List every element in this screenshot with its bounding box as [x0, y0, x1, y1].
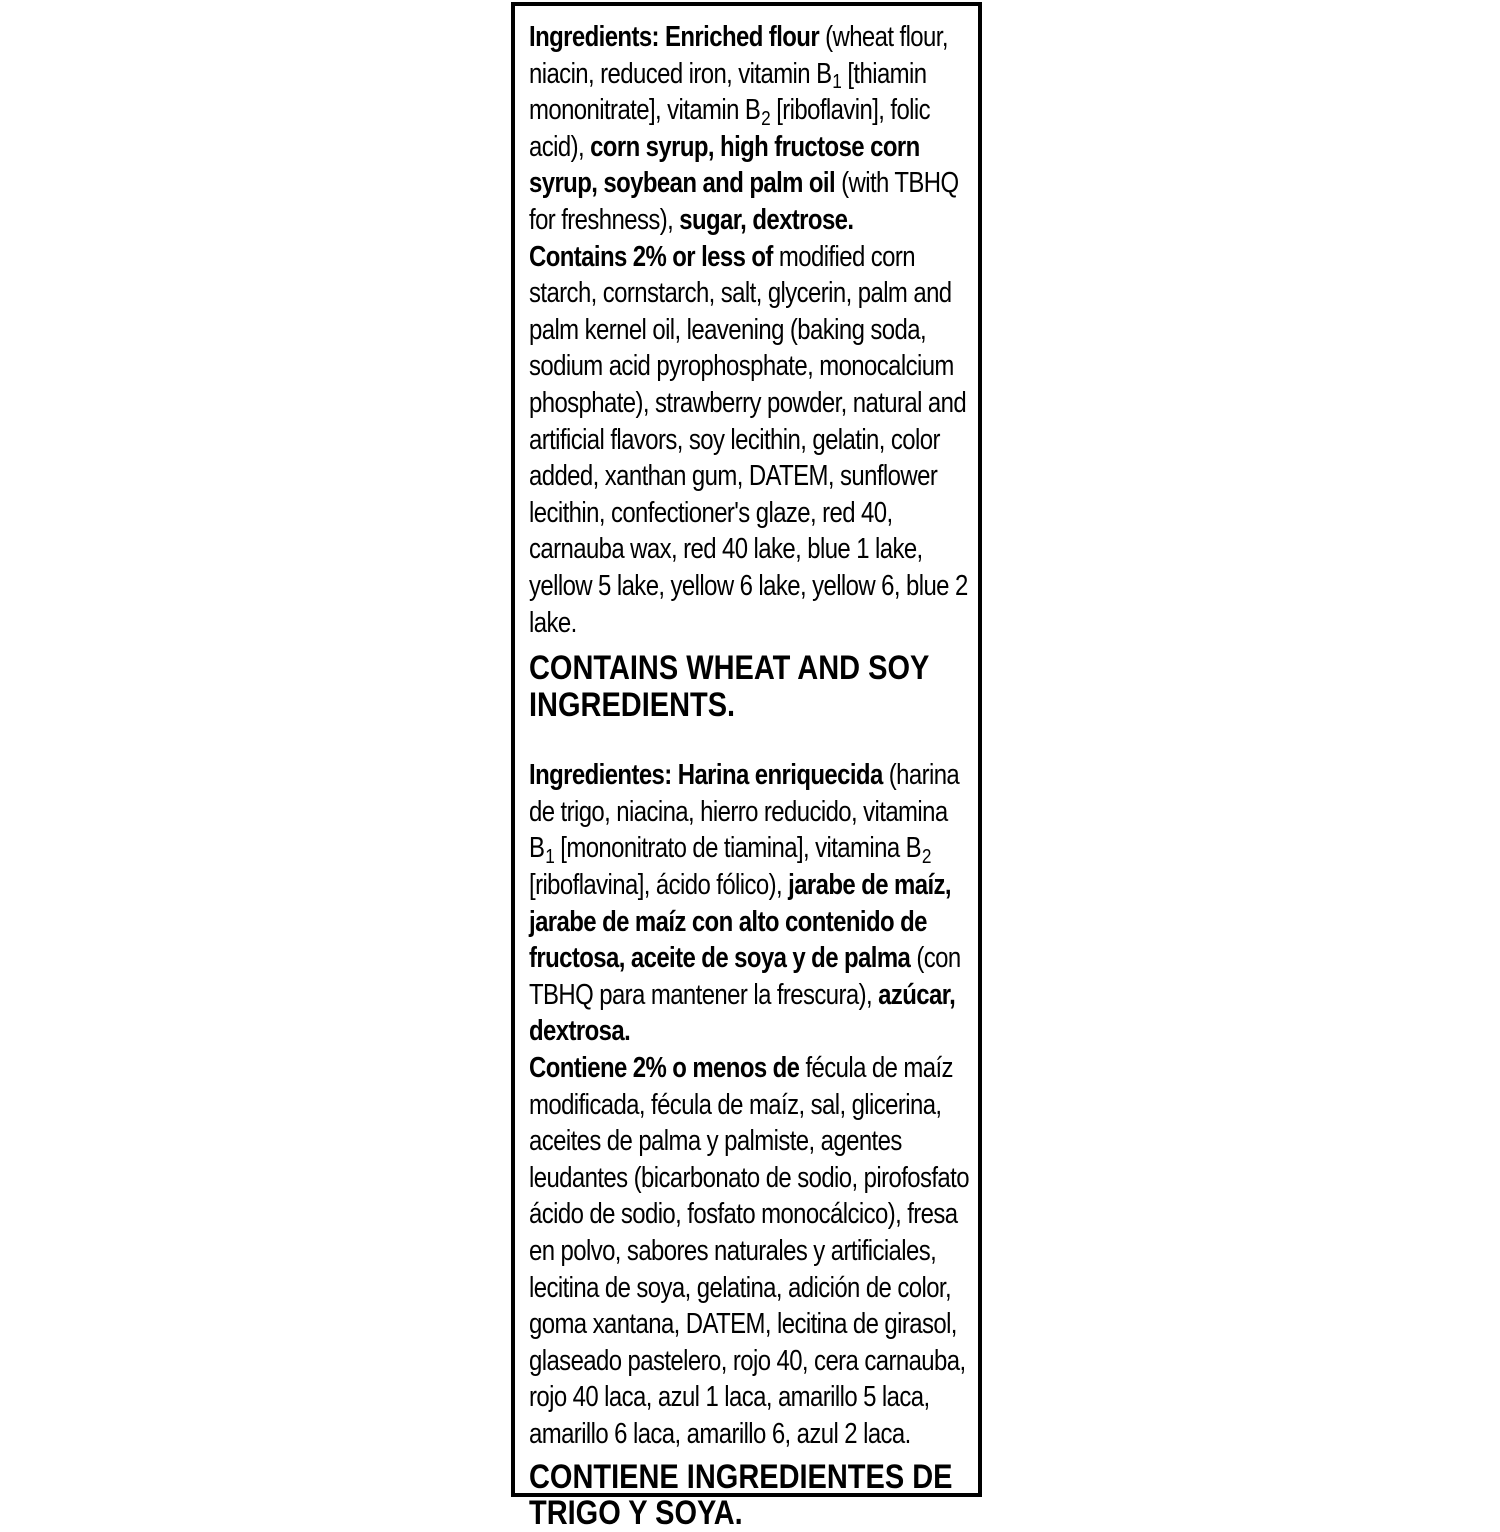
- english-contains-list: modified corn starch, cornstarch, salt, glycerin, palm and palm kernel oil, leavening (baking soda, sodium acid pyrophosphate, monocalcium phosphate), strawberry powder, natural and artificial flavors, soy lecithin, gelatin, color added, xanthan gum, DATEM, sunflower lecithin, confectioner's glaze, red 40, carnauba wax, red 40 lake, blue 1 lake, yellow 5 lake, yellow 6 lake, yellow 6, blue 2 lake.: [529, 240, 968, 639]
- spanish-contains-heading: Contiene 2% o menos de: [529, 1052, 800, 1085]
- english-flour-details-1: (wheat flour, niacin, reduced iron, vitamin B: [529, 21, 948, 90]
- spanish-flour-details-3: [riboflavina], ácido fólico),: [529, 869, 789, 902]
- spanish-flour-details-1: (harina de trigo, niacina, hierro reducido, vitamina B: [529, 759, 960, 865]
- english-contains-heading: Contains 2% or less of: [529, 240, 773, 273]
- spanish-ingredients-paragraph: [529, 757, 974, 1050]
- ingredients-text-column: [529, 19, 974, 1532]
- english-tbhq-note: (with TBHQ for freshness),: [529, 167, 959, 236]
- english-contains-paragraph: [529, 239, 974, 642]
- english-vitamin-b1-subscript: 1: [832, 70, 842, 94]
- ingredients-label-panel: [511, 2, 982, 1532]
- english-flour-details-3: [riboflavin], folic acid),: [529, 94, 931, 163]
- spanish-enriched-flour: Harina enriquecida: [677, 759, 883, 792]
- english-sugars: sugar, dextrose.: [679, 203, 854, 236]
- spanish-flour-details-2: [mononitrato de tiamina], vitamina B: [554, 832, 922, 865]
- spanish-contains-paragraph: [529, 1050, 974, 1453]
- spanish-sugars: azúcar, dextrosa.: [529, 978, 956, 1048]
- spanish-syrups-and-oils: jarabe de maíz, jarabe de maíz con alto contenido de fructosa, aceite de soya y de palma: [529, 869, 951, 975]
- english-ingredients-paragraph: [529, 19, 974, 239]
- spanish-vitamin-b2-subscript: 2: [921, 845, 931, 869]
- english-ingredients-heading: Ingredients:: [529, 21, 659, 53]
- spanish-allergen-statement: CONTIENE INGREDIENTES DE TRIGO Y SOYA.: [529, 1457, 953, 1532]
- spanish-contains-list: fécula de maíz modificada, fécula de maíz, sal, glicerina, aceites de palma y palmiste, agentes leudantes (bicarbonato de sodio, pirofosfato ácido de sodio, fosfato monocálcico), fresa en polvo, sabores naturales y artificiales, lecitina de soya, gelatina, adición de color, goma xantana, DATEM, lecitina de girasol, glaseado pastelero, rojo 40, cera carnauba, rojo 40 laca, azul 1 laca, amarillo 5 laca, amarillo 6 laca, amarillo 6, azul 2 laca.: [529, 1052, 969, 1450]
- section-spacer: [529, 723, 974, 757]
- spanish-vitamin-b1-subscript: 1: [545, 845, 555, 869]
- english-syrups-and-oils: corn syrup, high fructose corn syrup, soybean and palm oil: [529, 130, 920, 200]
- english-allergen-statement: CONTAINS WHEAT AND SOY INGREDIENTS.: [529, 649, 929, 724]
- english-flour-details-2: [thiamin mononitrate], vitamin B: [529, 57, 927, 127]
- english-enriched-flour: Enriched flour: [665, 21, 820, 53]
- spanish-tbhq-note: (con TBHQ para mantener la frescura),: [529, 942, 961, 1011]
- spanish-ingredients-heading: Ingredientes:: [529, 759, 672, 792]
- english-vitamin-b2-subscript: 2: [761, 106, 771, 130]
